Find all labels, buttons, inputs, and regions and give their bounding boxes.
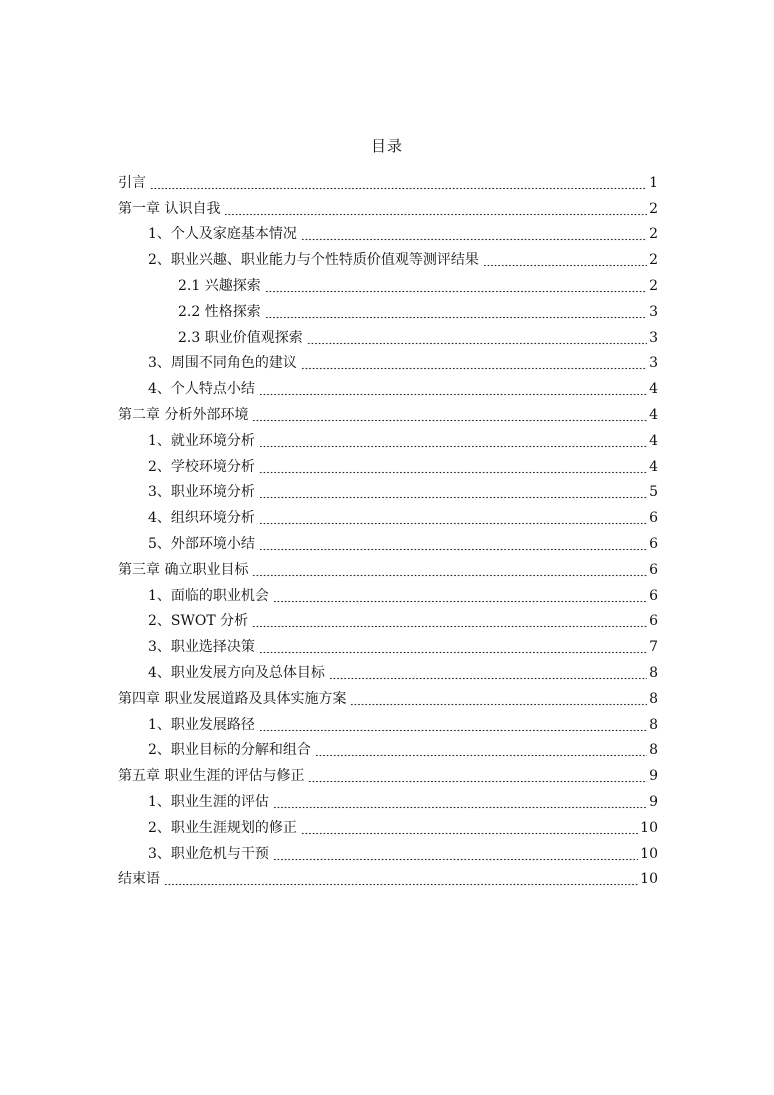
toc-entry[interactable] <box>118 325 658 351</box>
toc-entry-label: 第四章 职业发展道路及具体实施方案 <box>118 690 347 707</box>
toc-entry-label: 5、外部环境小结 <box>148 536 255 553</box>
toc-entry[interactable] <box>118 583 658 609</box>
toc-entry-page-number: 3 <box>649 355 658 372</box>
toc-entry-page-number: 10 <box>640 819 658 836</box>
toc-title: 目录 <box>370 137 403 155</box>
toc-entry-label: 2、职业生涯规划的修正 <box>148 819 297 836</box>
toc-entry-page-number: 8 <box>649 690 658 707</box>
toc-entry-label: 第一章 认识自我 <box>118 200 221 217</box>
toc-entry-label: 2、职业兴趣、职业能力与个性特质价值观等测评结果 <box>148 252 479 269</box>
toc-entry-page-number: 8 <box>649 742 658 759</box>
toc-entry-label: 2.1 兴趣探索 <box>178 278 261 295</box>
toc-dot-leader <box>265 279 647 293</box>
toc-dot-leader <box>301 356 647 370</box>
toc-entry-page-number: 3 <box>649 303 658 320</box>
toc-dot-leader <box>350 692 647 706</box>
toc-dot-leader <box>164 872 638 886</box>
toc-dot-leader <box>259 434 647 448</box>
toc-dot-leader <box>259 718 647 732</box>
toc-entry-page-number: 6 <box>649 561 658 578</box>
toc-entry-page-number: 3 <box>649 329 658 346</box>
toc-entry-label: 2、学校环境分析 <box>148 458 255 475</box>
toc-entry[interactable] <box>118 634 658 660</box>
toc-dot-leader <box>308 769 647 783</box>
toc-dot-leader <box>150 176 647 190</box>
toc-entry-label: 2.3 职业价值观探索 <box>178 329 303 346</box>
toc-entry-label: 3、周围不同角色的建议 <box>148 355 297 372</box>
toc-entry-page-number: 10 <box>640 845 658 862</box>
toc-entry-page-number: 6 <box>649 587 658 604</box>
toc-dot-leader <box>259 511 647 525</box>
toc-entry-page-number: 2 <box>649 226 658 243</box>
toc-entry-label: 第二章 分析外部环境 <box>118 407 249 424</box>
toc-entry-page-number: 6 <box>649 510 658 527</box>
toc-dot-leader <box>259 382 647 396</box>
toc-entry-page-number: 6 <box>649 613 658 630</box>
toc-entry[interactable] <box>118 299 658 325</box>
toc-entry[interactable] <box>118 531 658 557</box>
toc-entry[interactable] <box>118 247 658 273</box>
toc-entry-page-number: 7 <box>649 639 658 656</box>
toc-dot-leader <box>329 666 647 680</box>
toc-entry-label: 1、个人及家庭基本情况 <box>148 226 297 243</box>
toc-entry[interactable] <box>118 428 658 454</box>
toc-dot-leader <box>315 743 647 757</box>
toc-entry-page-number: 4 <box>649 458 658 475</box>
toc-entry[interactable] <box>118 273 658 299</box>
toc-entry-label: 2、SWOT 分析 <box>148 613 249 630</box>
toc-entry[interactable] <box>118 222 658 248</box>
toc-entry-page-number: 4 <box>649 381 658 398</box>
toc-entry[interactable] <box>118 789 658 815</box>
toc-entry[interactable] <box>118 351 658 377</box>
toc-entry-label: 2.2 性格探索 <box>178 303 261 320</box>
toc-entry-page-number: 8 <box>649 665 658 682</box>
toc-entry[interactable] <box>118 402 658 428</box>
toc-dot-leader <box>252 408 647 422</box>
toc-entry[interactable] <box>118 557 658 583</box>
toc-entry-label: 2、职业目标的分解和组合 <box>148 742 311 759</box>
toc-entry-label: 第五章 职业生涯的评估与修正 <box>118 768 305 785</box>
toc-dot-leader <box>483 253 647 267</box>
toc-entry[interactable] <box>118 763 658 789</box>
toc-dot-leader <box>273 795 647 809</box>
toc-entry-page-number: 6 <box>649 536 658 553</box>
toc-entry-page-number: 8 <box>649 716 658 733</box>
toc-entry[interactable] <box>118 660 658 686</box>
table-of-contents <box>118 170 658 892</box>
toc-entry[interactable] <box>118 505 658 531</box>
toc-dot-leader <box>259 485 647 499</box>
toc-dot-leader <box>307 331 647 345</box>
toc-entry-page-number: 9 <box>649 768 658 785</box>
toc-entry[interactable] <box>118 867 658 893</box>
toc-entry-label: 第三章 确立职业目标 <box>118 561 249 578</box>
toc-entry-label: 3、职业环境分析 <box>148 484 255 501</box>
toc-dot-leader <box>273 847 638 861</box>
toc-entry[interactable] <box>118 686 658 712</box>
toc-entry[interactable] <box>118 170 658 196</box>
toc-dot-leader <box>301 227 647 241</box>
toc-entry-label: 引言 <box>118 174 146 191</box>
toc-dot-leader <box>252 614 647 628</box>
toc-entry[interactable] <box>118 841 658 867</box>
toc-entry-label: 3、职业危机与干预 <box>148 845 269 862</box>
toc-entry-label: 4、职业发展方向及总体目标 <box>148 665 325 682</box>
toc-dot-leader <box>224 202 647 216</box>
toc-entry-page-number: 2 <box>649 278 658 295</box>
toc-entry[interactable] <box>118 815 658 841</box>
toc-entry-page-number: 1 <box>649 174 658 191</box>
toc-dot-leader <box>301 821 638 835</box>
toc-entry-label: 结束语 <box>118 871 160 888</box>
toc-dot-leader <box>273 589 647 603</box>
toc-entry-page-number: 2 <box>649 200 658 217</box>
toc-entry[interactable] <box>118 738 658 764</box>
toc-entry[interactable] <box>118 376 658 402</box>
toc-entry-label: 3、职业选择决策 <box>148 639 255 656</box>
toc-entry-page-number: 2 <box>649 252 658 269</box>
toc-dot-leader <box>259 537 647 551</box>
toc-entry[interactable] <box>118 609 658 635</box>
toc-entry-label: 4、组织环境分析 <box>148 510 255 527</box>
toc-entry-page-number: 4 <box>649 432 658 449</box>
toc-entry-label: 4、个人特点小结 <box>148 381 255 398</box>
toc-entry[interactable] <box>118 454 658 480</box>
toc-entry[interactable] <box>118 712 658 738</box>
toc-dot-leader <box>252 563 647 577</box>
toc-dot-leader <box>259 460 647 474</box>
toc-entry[interactable] <box>118 480 658 506</box>
toc-entry-page-number: 9 <box>649 794 658 811</box>
toc-entry-label: 1、面临的职业机会 <box>148 587 269 604</box>
toc-entry-label: 1、职业发展路径 <box>148 716 255 733</box>
toc-entry[interactable] <box>118 196 658 222</box>
toc-dot-leader <box>265 305 647 319</box>
toc-entry-label: 1、就业环境分析 <box>148 432 255 449</box>
toc-entry-page-number: 10 <box>640 871 658 888</box>
toc-dot-leader <box>259 640 647 654</box>
toc-entry-page-number: 4 <box>649 407 658 424</box>
toc-entry-page-number: 5 <box>649 484 658 501</box>
toc-entry-label: 1、职业生涯的评估 <box>148 794 269 811</box>
